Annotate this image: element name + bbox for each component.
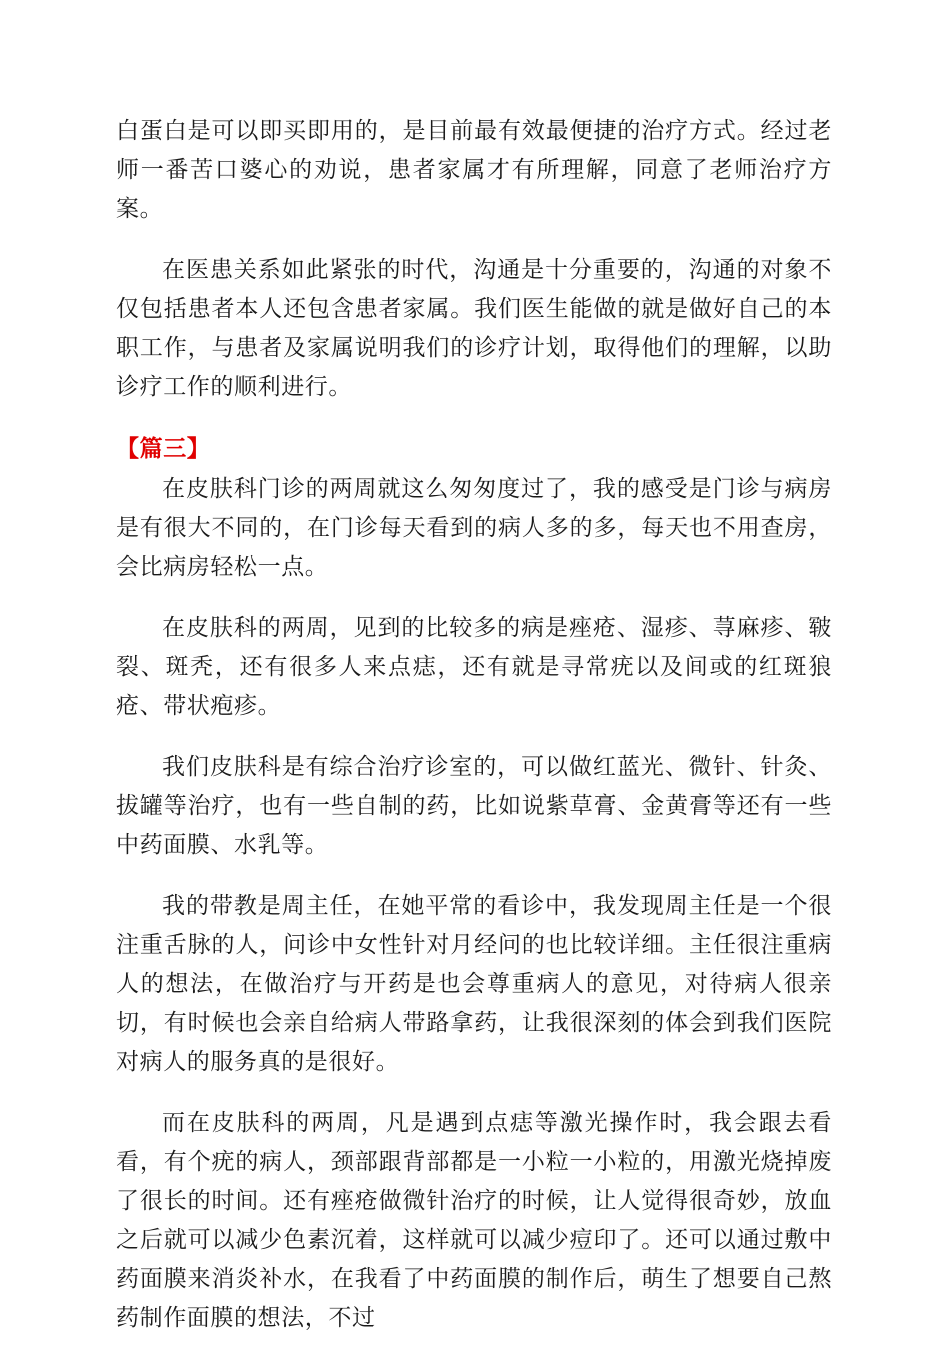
paragraph-treatment-room: 我们皮肤科是有综合治疗诊室的，可以做红蓝光、微针、针灸、拔罐等治疗，也有一些自制的药，比如说紫草膏、金黄膏等还有一些中药面膜、水乳等。 <box>116 754 832 858</box>
section-heading: 【篇三】 <box>116 435 211 462</box>
paragraph-common-diseases: 在皮肤科的两周，见到的比较多的病是痤疮、湿疹、荨麻疹、皲裂、斑秃，还有很多人来点痣，还有就是寻常疣以及间或的红斑狼疮、带状疱疹。 <box>116 615 832 719</box>
paragraph-laser-operations: 而在皮肤科的两周，凡是遇到点痣等激光操作时，我会跟去看看，有个疣的病人，颈部跟背部都是一小粒一小粒的，用激光烧掉废了很长的时间。还有痤疮做微针治疗的时候，让人觉得很奇妙，放血之后就可以减少色素沉着，这样就可以减少痘印了。还可以通过敷中药面膜来消炎补水，在我看了中药面膜的制作后，萌生了想要自己熬药制作面膜的想法，不过 <box>116 1110 832 1331</box>
paragraph-director-zhou: 我的带教是周主任，在她平常的看诊中，我发现周主任是一个很注重舌脉的人，问诊中女性针对月经问的也比较详细。主任很注重病人的想法，在做治疗与开药是也会尊重病人的意见，对待病人很亲切，有时候也会亲自给病人带路拿药，让我很深刻的体会到我们医院对病人的服务真的是很好。 <box>116 893 832 1075</box>
paragraph-outpatient-two-weeks: 在皮肤科门诊的两周就这么匆匆度过了，我的感受是门诊与病房是有很大不同的，在门诊每天看到的病人多的多，每天也不用查房，会比病房轻松一点。 <box>116 476 832 580</box>
paragraph-doctor-patient-communication: 在医患关系如此紧张的时代，沟通是十分重要的，沟通的对象不仅包括患者本人还包含患者家属。我们医生能做的就是做好自己的本职工作，与患者及家属说明我们的诊疗计划，取得他们的理解，以助诊疗工作的顺利进行。 <box>116 257 832 400</box>
document-page <box>116 112 832 1360</box>
paragraph-continued: 白蛋白是可以即买即用的，是目前最有效最便捷的治疗方式。经过老师一番苦口婆心的劝说，患者家属才有所理解，同意了老师治疗方案。 <box>116 118 832 222</box>
